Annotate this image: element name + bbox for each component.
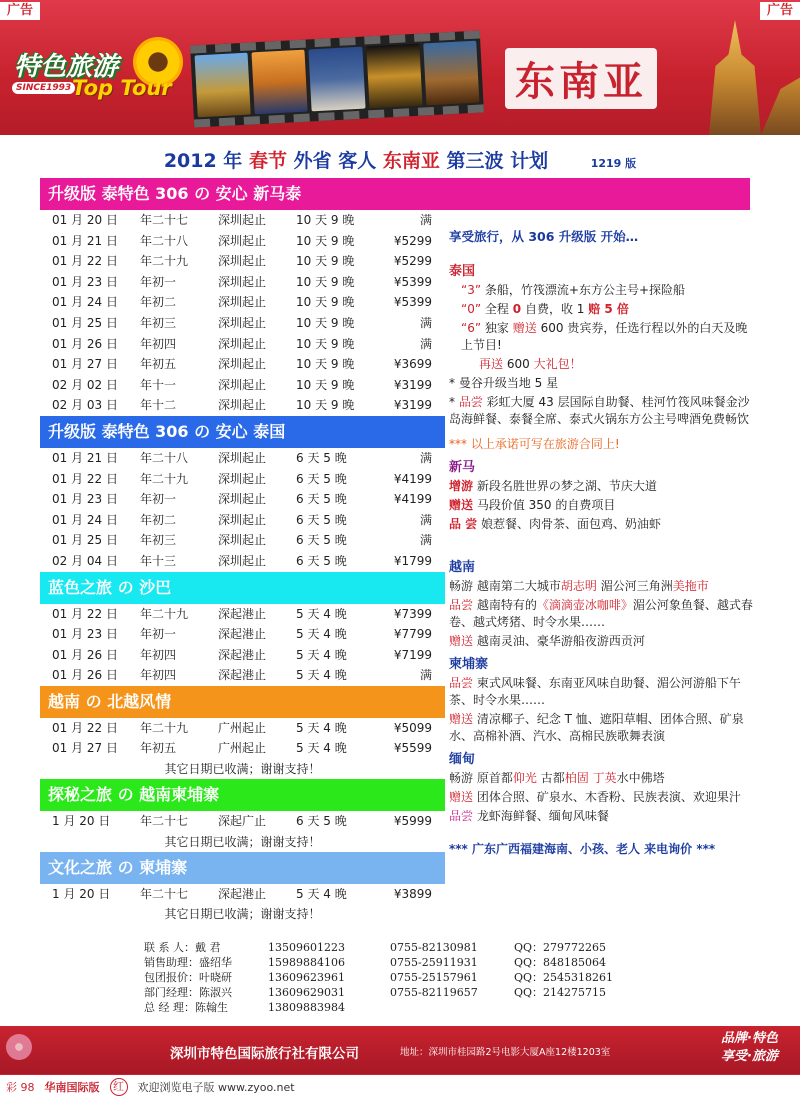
city-cell: 深圳起止 xyxy=(218,213,267,227)
city-cell: 深圳起止 xyxy=(218,357,267,372)
date-cell: 01 月 27 日 xyxy=(52,357,118,372)
thai-gift: 再送 600 大礼包！ xyxy=(479,357,582,371)
contact-phone: 0755-25157961 xyxy=(390,971,478,984)
photo-filmstrip xyxy=(190,30,484,127)
lunar-cell: 年初二 xyxy=(140,512,177,527)
section-header: 越南 の 北越风情 xyxy=(40,686,445,718)
xm-title: 新马 xyxy=(449,460,476,475)
lunar-cell: 年初四 xyxy=(140,336,177,351)
contact-person: 销售助理：盛绍华 xyxy=(144,956,232,969)
title-part2: 第三波 计划 xyxy=(446,150,549,172)
table-row xyxy=(40,624,445,645)
table-row xyxy=(40,292,445,313)
table-row xyxy=(40,448,445,469)
price-cell: 满 xyxy=(419,533,432,548)
duration-cell: 6 天 5 晚 xyxy=(296,512,347,527)
section-header: 探秘之旅 の 越南柬埔寨 xyxy=(40,779,445,811)
slogan xyxy=(721,1030,778,1066)
price-cell: 满 xyxy=(419,668,432,683)
section-header: 蓝色之旅 の 沙巴 xyxy=(40,572,445,604)
city-cell: 深起港止 xyxy=(218,668,267,683)
company-address: 地址：深圳市桂园路2号电影大厦A座12楼1203室 xyxy=(400,1047,611,1058)
table-row xyxy=(40,665,445,686)
contact-person: 总 经 理：陈翰生 xyxy=(144,1001,228,1014)
city-cell: 深圳起止 xyxy=(218,233,267,248)
contact-row xyxy=(144,955,644,970)
table-row xyxy=(40,551,445,572)
price-cell: ¥4199 xyxy=(393,492,432,507)
date-cell: 01 月 23 日 xyxy=(52,627,118,642)
duration-cell: 10 天 9 晚 xyxy=(296,213,355,227)
duration-cell: 10 天 9 晚 xyxy=(296,274,355,289)
duration-cell: 10 天 9 晚 xyxy=(296,233,355,248)
duration-cell: 6 天 5 晚 xyxy=(296,450,347,465)
date-cell: 02 月 02 日 xyxy=(52,377,118,392)
date-cell: 01 月 26 日 xyxy=(52,668,118,683)
lunar-cell: 年十一 xyxy=(140,377,177,392)
contact-phone: 0755-25911931 xyxy=(390,956,478,969)
table-row xyxy=(40,738,445,759)
duration-cell: 5 天 4 晚 xyxy=(296,741,347,756)
features-column xyxy=(449,222,759,876)
price-cell: 满 xyxy=(419,512,432,527)
date-cell: 02 月 04 日 xyxy=(52,553,118,568)
lunar-cell: 年二十九 xyxy=(140,720,189,735)
price-cell: ¥3899 xyxy=(393,886,432,901)
price-cell: ¥5599 xyxy=(393,741,432,756)
price-cell: ¥3699 xyxy=(393,357,432,372)
price-cell: ¥3199 xyxy=(393,377,432,392)
table-row xyxy=(40,718,445,739)
lunar-cell: 年二十八 xyxy=(140,233,189,248)
contact-mobile: 13609629031 xyxy=(268,986,345,999)
table-row xyxy=(40,645,445,666)
mm-line-3: 品尝 龙虾海鲜餐、缅甸风味餐 xyxy=(449,809,609,823)
city-cell: 深圳起止 xyxy=(218,274,267,289)
duration-cell: 10 天 9 晚 xyxy=(296,398,355,413)
lunar-cell: 年初四 xyxy=(140,647,177,662)
city-cell: 深起港止 xyxy=(218,647,267,662)
price-cell: 满 xyxy=(419,336,432,351)
date-cell: 01 月 23 日 xyxy=(52,274,118,289)
lunar-cell: 年二十七 xyxy=(140,886,189,901)
city-cell: 深圳起止 xyxy=(218,254,267,269)
duration-cell: 10 天 9 晚 xyxy=(296,357,355,372)
lunar-cell: 年十三 xyxy=(140,553,177,568)
price-cell: ¥4199 xyxy=(393,471,432,486)
city-cell: 深圳起止 xyxy=(218,450,267,465)
lunar-cell: 年初三 xyxy=(140,533,177,548)
table-row xyxy=(40,604,445,625)
duration-cell: 5 天 4 晚 xyxy=(296,668,347,683)
inquiry-note: *** 广东广西福建海南、小孩、老人 来电询价 *** xyxy=(449,842,716,856)
region-title: 东南亚 xyxy=(505,48,657,109)
lunar-cell: 年二十七 xyxy=(140,213,189,227)
lunar-cell: 年十二 xyxy=(140,398,177,413)
table-row xyxy=(40,811,445,832)
duration-cell: 10 天 9 晚 xyxy=(296,295,355,310)
city-cell: 深圳起止 xyxy=(218,471,267,486)
film-photo-palace xyxy=(366,44,422,109)
duration-cell: 5 天 4 晚 xyxy=(296,886,347,901)
title-year: 2012 年 xyxy=(163,150,243,172)
thai-promise: *** 以上承诺可写在旅游合同上! xyxy=(449,437,620,451)
xm-line-1: 增游 新段名胜世界の梦之湖、节庆大道 xyxy=(449,479,657,493)
duration-cell: 10 天 9 晚 xyxy=(296,315,355,330)
price-cell: ¥5299 xyxy=(393,254,432,269)
logo-since: SINCE1993 xyxy=(12,82,75,94)
schedule-column xyxy=(40,178,445,924)
title-version: 1219 版 xyxy=(590,157,637,170)
date-cell: 01 月 24 日 xyxy=(52,512,118,527)
date-cell: 01 月 23 日 xyxy=(52,492,118,507)
date-cell: 01 月 21 日 xyxy=(52,450,118,465)
lunar-cell: 年初五 xyxy=(140,357,177,372)
duration-cell: 10 天 9 晚 xyxy=(296,377,355,392)
contact-phone: 0755-82119657 xyxy=(390,986,478,999)
lunar-cell: 年初四 xyxy=(140,668,177,683)
city-cell: 深圳起止 xyxy=(218,377,267,392)
section-header: 升级版 泰特色 306 の 安心 新马泰 xyxy=(40,178,750,210)
edition-label: 华南国际版 xyxy=(44,1081,100,1094)
city-cell: 广州起止 xyxy=(218,720,267,735)
thai-taste: * 品尝 彩虹大厦 43 层国际自助餐、桂河竹筏风味餐金沙岛海鲜餐、泰餐全席、泰式火锅东方公主号啤酒免费畅饮 xyxy=(449,395,750,426)
website-link[interactable]: 欢迎浏览电子版 www.zyoo.net xyxy=(137,1081,295,1094)
duration-cell: 10 天 9 晚 xyxy=(296,254,355,269)
film-photo-temple xyxy=(195,53,251,118)
temple-decoration xyxy=(670,20,800,135)
flower-icon xyxy=(6,1034,32,1060)
xm-line-3: 品 尝 娘惹餐、肉骨茶、面包鸡、奶油虾 xyxy=(449,517,662,531)
thai-hotel: * 曼谷升级当地 5 星 xyxy=(449,376,559,390)
contact-qq: QQ：2545318261 xyxy=(514,971,614,984)
duration-cell: 5 天 4 晚 xyxy=(296,647,347,662)
film-photo-merlion xyxy=(309,47,365,112)
contact-phone xyxy=(390,1000,514,1015)
date-cell: 01 月 22 日 xyxy=(52,254,118,269)
page-number: 彩 98 xyxy=(6,1081,35,1094)
brand-logo[interactable] xyxy=(8,46,178,98)
contact-qq xyxy=(514,1000,644,1015)
contact-person: 部门经理：陈淑兴 xyxy=(144,986,232,999)
price-cell: ¥7799 xyxy=(393,627,432,642)
city-cell: 深起港止 xyxy=(218,606,267,621)
table-row xyxy=(40,251,445,272)
mm-line-2: 赠送 团体合照、矿泉水、木香粉、民族表演、欢迎果汁 xyxy=(449,790,741,804)
vn-line-2: 品尝 越南特有的《滴滴壶冰咖啡》湄公河象鱼餐、越式春卷、越式烤猪、时令水果…… xyxy=(449,598,753,629)
date-cell: 01 月 20 日 xyxy=(52,213,118,227)
duration-cell: 6 天 5 晚 xyxy=(296,492,347,507)
city-cell: 深圳起止 xyxy=(218,512,267,527)
duration-cell: 6 天 5 晚 xyxy=(296,533,347,548)
city-cell: 深圳起止 xyxy=(218,336,267,351)
contact-row xyxy=(144,985,644,1000)
lunar-cell: 年初三 xyxy=(140,315,177,330)
table-row xyxy=(40,313,445,334)
table-row xyxy=(40,530,445,551)
table-row xyxy=(40,334,445,355)
table-row xyxy=(40,375,445,396)
city-cell: 深圳起止 xyxy=(218,398,267,413)
duration-cell: 10 天 9 晚 xyxy=(296,336,355,351)
date-cell: 01 月 24 日 xyxy=(52,295,118,310)
header-banner xyxy=(0,0,800,135)
city-cell: 深圳起止 xyxy=(218,315,267,330)
vn-line-1: 畅游 越南第二大城市胡志明 湄公河三角洲美拖市 xyxy=(449,579,709,593)
city-cell: 深起港止 xyxy=(218,886,267,901)
lunar-cell: 年二十七 xyxy=(140,814,189,829)
contact-row xyxy=(144,940,644,955)
city-cell: 深圳起止 xyxy=(218,553,267,568)
lunar-cell: 年初一 xyxy=(140,627,177,642)
price-cell: ¥5399 xyxy=(393,295,432,310)
contact-row xyxy=(144,1000,644,1015)
duration-cell: 6 天 5 晚 xyxy=(296,471,347,486)
duration-cell: 6 天 5 晚 xyxy=(296,553,347,568)
city-cell: 深起广止 xyxy=(218,814,267,829)
title-part1: 外省 客人 xyxy=(293,150,377,172)
price-cell: ¥5999 xyxy=(393,814,432,829)
date-cell: 01 月 27 日 xyxy=(52,741,118,756)
city-cell: 深圳起止 xyxy=(218,492,267,507)
date-cell: 02 月 03 日 xyxy=(52,398,118,413)
contact-qq: QQ：848185064 xyxy=(514,956,607,969)
contact-qq: QQ：279772265 xyxy=(514,941,607,954)
lunar-cell: 年二十八 xyxy=(140,450,189,465)
duration-cell: 5 天 4 晚 xyxy=(296,627,347,642)
vn-line-3: 赠送 越南灵油、豪华游船夜游西贡河 xyxy=(449,634,645,648)
section-header: 文化之旅 の 柬埔寨 xyxy=(40,852,445,884)
ad-label-left: 广告 xyxy=(0,2,40,20)
price-cell: 满 xyxy=(419,450,432,465)
thai-line-3: “3” 条船，竹筏漂流+东方公主号+探险船 xyxy=(461,283,686,297)
page-title xyxy=(0,146,800,173)
date-cell: 01 月 22 日 xyxy=(52,606,118,621)
ad-label-right: 广告 xyxy=(760,2,800,20)
date-cell: 1 月 20 日 xyxy=(52,814,111,829)
xm-line-2: 赠送 马段价值 350 的自费项目 xyxy=(449,498,616,512)
contact-mobile: 13809883984 xyxy=(268,1001,345,1014)
table-row xyxy=(40,510,445,531)
price-cell: ¥1799 xyxy=(393,553,432,568)
contact-person: 包团报价：叶晓研 xyxy=(144,971,232,984)
logo-top-tour: Top Tour xyxy=(72,76,172,100)
section-note: 其它日期已收满；谢谢支持！ xyxy=(164,907,321,922)
contact-mobile: 13509601223 xyxy=(268,941,345,954)
price-cell: ¥3199 xyxy=(393,398,432,413)
page-footer xyxy=(0,1074,800,1100)
city-cell: 深圳起止 xyxy=(218,295,267,310)
price-cell: ¥5099 xyxy=(393,720,432,735)
contact-mobile: 15989884106 xyxy=(268,956,345,969)
date-cell: 01 月 26 日 xyxy=(52,336,118,351)
lunar-cell: 年初二 xyxy=(140,295,177,310)
thai-title: 泰国 xyxy=(449,264,476,279)
table-row xyxy=(40,231,445,252)
price-cell: 满 xyxy=(419,315,432,330)
duration-cell: 5 天 4 晚 xyxy=(296,720,347,735)
slogan-line-2: 享受·旅游 xyxy=(721,1049,778,1064)
section-note: 其它日期已收满；谢谢支持！ xyxy=(164,762,321,777)
vn-title: 越南 xyxy=(449,560,476,575)
film-photo-mosque xyxy=(252,50,308,115)
duration-cell: 6 天 5 晚 xyxy=(296,814,347,829)
date-cell: 01 月 25 日 xyxy=(52,315,118,330)
feature-lead: 享受旅行，从 306 升级版 开始… xyxy=(449,229,639,244)
date-cell: 1 月 20 日 xyxy=(52,886,111,901)
date-cell: 01 月 25 日 xyxy=(52,533,118,548)
table-row xyxy=(40,395,445,416)
mm-title: 缅甸 xyxy=(449,752,476,767)
contact-phone: 0755-82130981 xyxy=(390,941,478,954)
lunar-cell: 年二十九 xyxy=(140,254,189,269)
title-festival: 春节 xyxy=(248,150,287,172)
kh-title: 柬埔寨 xyxy=(449,657,489,672)
price-cell: ¥7199 xyxy=(393,647,432,662)
table-row xyxy=(40,469,445,490)
city-cell: 深圳起止 xyxy=(218,533,267,548)
contact-mobile: 13609623961 xyxy=(268,971,345,984)
logo-main-text: 特色旅游 xyxy=(14,52,119,82)
edition-mark: 红 xyxy=(110,1078,128,1096)
date-cell: 01 月 22 日 xyxy=(52,471,118,486)
contact-row xyxy=(144,970,644,985)
lunar-cell: 年二十九 xyxy=(140,606,189,621)
lunar-cell: 年初一 xyxy=(140,492,177,507)
date-cell: 01 月 21 日 xyxy=(52,233,118,248)
price-cell: 满 xyxy=(419,213,432,227)
kh-line-2: 赠送 清凉椰子、纪念 T 恤、遮阳草帽、团体合照、矿泉水、高棉补酒、汽水、高棉民族歌舞表演 xyxy=(449,712,744,743)
company-name: 深圳市特色国际旅行社有限公司 xyxy=(170,1046,359,1062)
price-cell: ¥5299 xyxy=(393,233,432,248)
title-destination: 东南亚 xyxy=(382,150,440,172)
lunar-cell: 年初五 xyxy=(140,741,177,756)
table-row xyxy=(40,210,445,231)
date-cell: 01 月 26 日 xyxy=(52,647,118,662)
duration-cell: 5 天 4 晚 xyxy=(296,606,347,621)
thai-line-6: “6” 独家 赠送 600 贵宾券，任选行程以外的白天及晚上节目! xyxy=(461,321,748,352)
table-row xyxy=(40,489,445,510)
contact-qq: QQ：214275715 xyxy=(514,986,607,999)
table-row xyxy=(40,354,445,375)
city-cell: 广州起止 xyxy=(218,741,267,756)
lunar-cell: 年初一 xyxy=(140,274,177,289)
table-row xyxy=(40,884,445,905)
slogan-line-1: 品牌·特色 xyxy=(721,1031,778,1046)
price-cell: ¥7399 xyxy=(393,606,432,621)
price-cell: ¥5399 xyxy=(393,274,432,289)
thai-line-0: “0” 全程 0 自费，收 1 赔 5 倍 xyxy=(461,302,629,316)
contact-list xyxy=(144,940,644,1015)
section-header: 升级版 泰特色 306 の 安心 泰国 xyxy=(40,416,445,448)
company-band xyxy=(0,1026,800,1074)
table-row xyxy=(40,272,445,293)
city-cell: 深起港止 xyxy=(218,627,267,642)
kh-line-1: 品尝 柬式风味餐、东南亚风味自助餐、湄公河游船下午茶、时令水果…… xyxy=(449,676,741,707)
date-cell: 01 月 22 日 xyxy=(52,720,118,735)
contact-person: 联 系 人：戴 君 xyxy=(144,941,221,954)
lunar-cell: 年二十九 xyxy=(140,471,189,486)
mm-line-1: 畅游 原首都仰光 古都柏固 丁英水中佛塔 xyxy=(449,771,665,785)
film-photo-angkor xyxy=(423,41,479,106)
section-note: 其它日期已收满；谢谢支持！ xyxy=(164,834,321,849)
